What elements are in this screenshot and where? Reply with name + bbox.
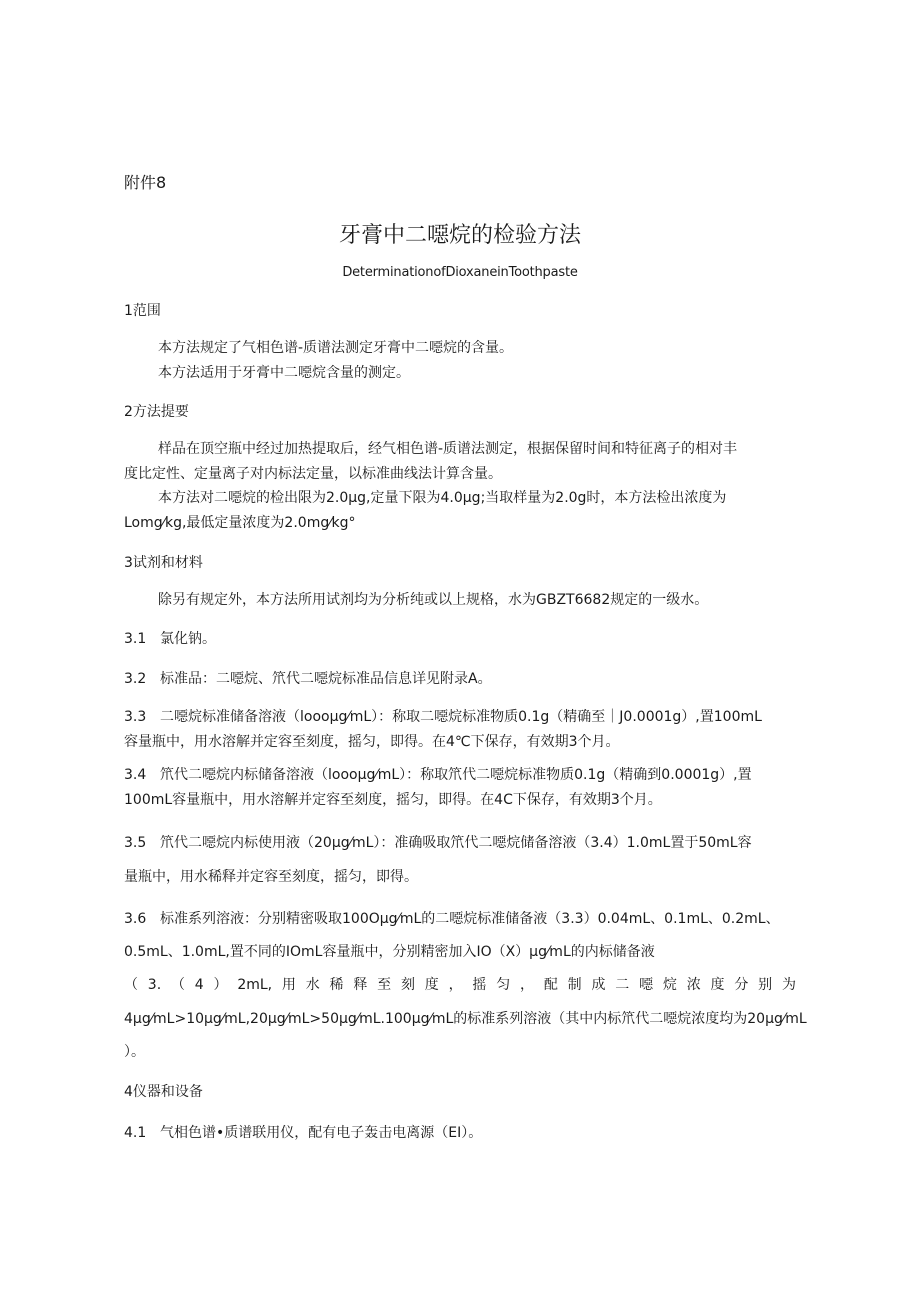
- item-3-3-line-2: 容量瓶中，用水溶解并定容至刻度，摇匀，即得。在4℃下保存，有效期3个月。: [124, 734, 620, 750]
- item-3-6: [124, 907, 796, 931]
- section-3-intro: 除另有规定外，本方法所用试剂均为分析纯或以上规格，水为GBZT6682规定的一级水。: [158, 592, 709, 608]
- item-3-6-line-4: 4μg⁄mL>10μg⁄mL,20μg⁄mL>50μg⁄mL.100μg⁄mL的标准系列溶液（其中内标笊代二噁烷浓度均为20μg⁄mL: [124, 1011, 807, 1027]
- item-3-1: [124, 627, 796, 651]
- item-3-2-number: 3.2: [124, 671, 147, 687]
- section-1-paragraph-2: 本方法适用于牙膏中二噁烷含量的测定。: [158, 365, 410, 381]
- item-4-1-number: 4.1: [124, 1125, 147, 1141]
- item-3-4-number: 3.4: [124, 767, 147, 783]
- item-3-6-line-1: 标准系列溶液：分别精密吸取100Oμg⁄mL的二噁烷标准储备液（3.3）0.04mL、0.1mL、0.2mL、: [160, 911, 780, 927]
- section-2-heading: 2方法提要: [124, 404, 189, 420]
- item-3-1-number: 3.1: [124, 631, 147, 647]
- item-3-5-number: 3.5: [124, 835, 147, 851]
- item-4-1-text: 气相色谱•质谱联用仪，配有电子轰击电离源（EI）。: [160, 1125, 483, 1141]
- item-3-6-line-5: ）。: [124, 1044, 145, 1060]
- document-title: 牙膏中二噁烷的检验方法: [338, 223, 581, 248]
- item-3-3-line-1: 二噁烷标准储备溶液（looo​μg⁄mL）：称取二噁烷标准物质0.1g（精确至｜J0.0001g）,置100mL: [160, 709, 762, 725]
- section-2-p2-line-1: 本方法对二噁烷的检出限为2.0μg,定量下限为4.0μg;当取样量为2.0g时，本方法检出浓度为: [158, 490, 727, 506]
- item-3-4-line-2: 100mL容量瓶中，用水溶解并定容至刻度，摇匀，即得。在4C下保存，有效期3个月。: [124, 792, 662, 808]
- section-2-p1-line-2: 度比定性、定量离子对内标法定量，以标准曲线法计算含量。: [124, 466, 502, 482]
- section-1-heading: 1范围: [124, 303, 161, 319]
- section-2-p2-line-2: Lomg⁄kg,最低定量浓度为2.0mg⁄kg°: [124, 515, 356, 531]
- item-3-5-line-1: 笊代二噁烷内标使用液（20μg⁄mL）：准确吸取笊代二噁烷储备溶液（3.4）1.0mL置于50mL容: [160, 835, 752, 851]
- item-3-5: [124, 831, 796, 855]
- item-3-6-number: 3.6: [124, 911, 147, 927]
- item-3-4: [124, 763, 796, 787]
- section-4-heading: 4仪器和设备: [124, 1084, 203, 1100]
- item-3-3-number: 3.3: [124, 709, 147, 725]
- section-2-p1-line-1: 样品在顶空瓶中经过加热提取后，经气相色谱-质谱法测定，根据保留时间和特征离子的相对丰: [158, 441, 738, 457]
- item-3-2-text: 标准品：二噁烷、笊代二噁烷标准品信息详见附录A。: [160, 671, 492, 687]
- item-3-4-line-1: 笊代二噁烷内标储备溶液（looo​μg⁄mL）：称取笊代二噁烷标准物质0.1g（精确到0.0001g）,置: [160, 767, 752, 783]
- item-3-1-text: 氯化钠。: [160, 631, 216, 647]
- item-4-1: [124, 1121, 796, 1145]
- section-3-heading: 3试剂和材料: [124, 555, 203, 571]
- item-3-3: [124, 705, 796, 729]
- item-3-6-line-3: （3.（4）2mL,用水稀释至刻度，摇匀，配制成二噁烷浓度分别为: [124, 977, 796, 993]
- attachment-label: 附件8: [124, 173, 167, 192]
- item-3-2: [124, 667, 796, 691]
- section-1-paragraph-1: 本方法规定了气相色谱-质谱法测定牙膏中二噁烷的含量。: [158, 340, 514, 356]
- item-3-5-line-2: 量瓶中，用水稀释并定容至刻度，摇匀，即得。: [124, 869, 418, 885]
- item-3-6-line-2: 0.5mL、1.0mL,置不同的IOmL容量瓶中，分别精密加入IO（X）μg⁄mL的内标储备液: [124, 944, 655, 960]
- document-subtitle: DeterminationofDioxaneinToothpaste: [342, 265, 578, 280]
